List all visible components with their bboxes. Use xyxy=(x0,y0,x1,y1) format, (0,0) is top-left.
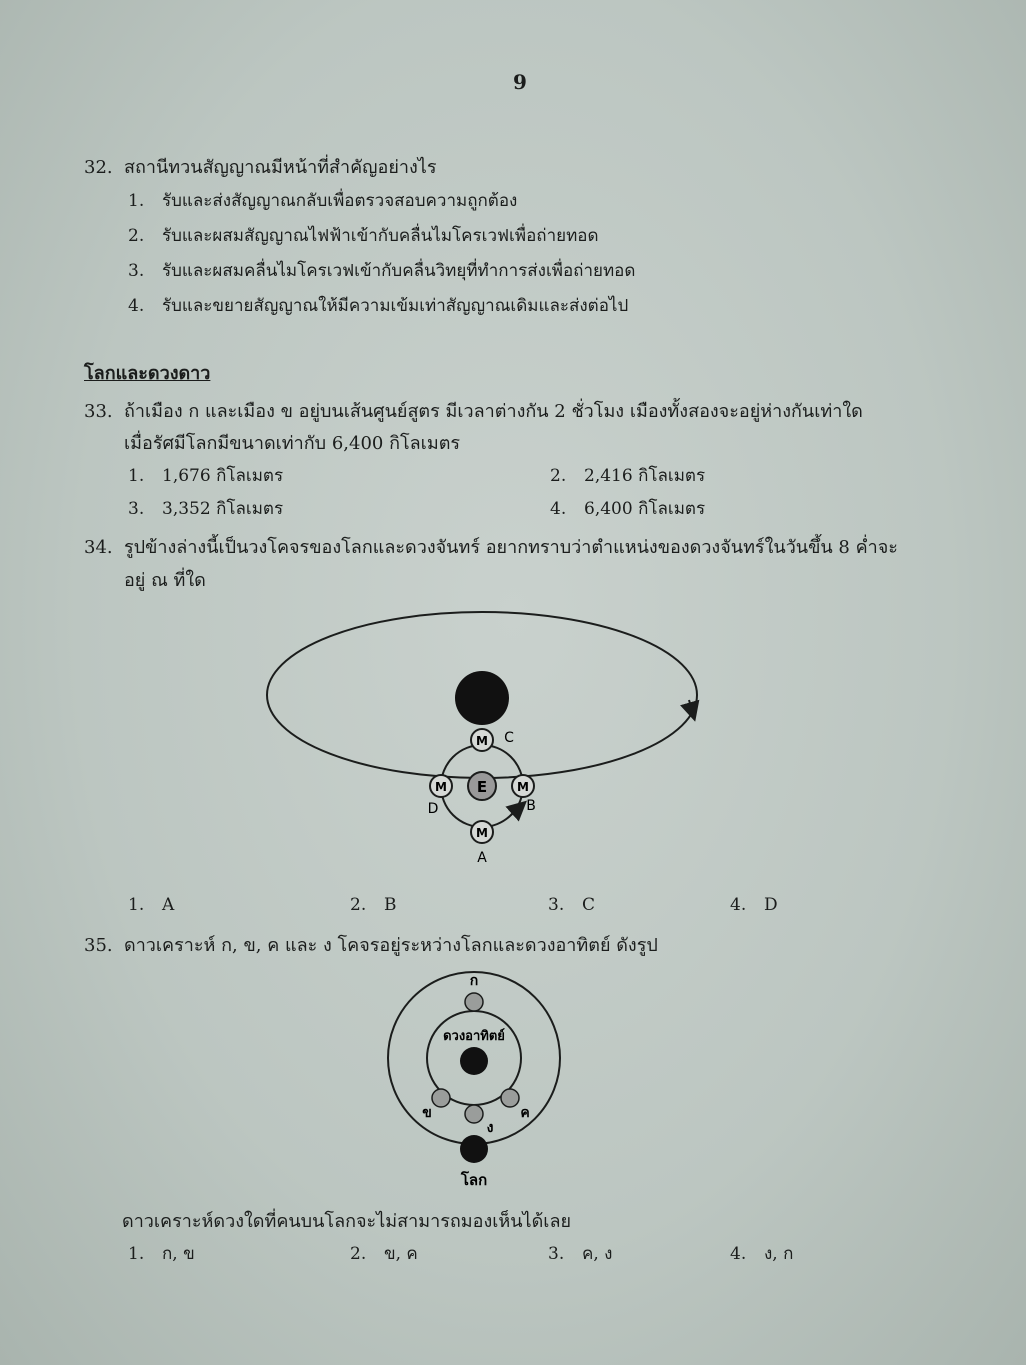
question-35-prompt: ดาวเคราะห์ดวงใดที่คนบนโลกจะไม่สามารถมองเห็นได้เลย xyxy=(122,1211,572,1232)
moon-label: M xyxy=(517,780,529,794)
planet-label-khor: ข xyxy=(422,1105,432,1121)
question-number: 33. xyxy=(84,401,113,422)
q35-option-1[interactable]: 1. ก, ข xyxy=(128,1244,195,1264)
earth-node xyxy=(468,772,496,800)
question-text: ดาวเคราะห์ ก, ข, ค และ ง โคจรอยู่ระหว่างโลกและดวงอาทิตย์ ดังรูป xyxy=(124,935,658,956)
question-text: สถานีทวนสัญญาณมีหน้าที่สำคัญอย่างไร xyxy=(124,157,437,178)
q33-option-2[interactable]: 2. 2,416 กิโลเมตร xyxy=(550,466,706,486)
moon-label: M xyxy=(476,826,488,840)
planet-label-ngor: ง xyxy=(486,1120,494,1136)
position-a-label: A xyxy=(477,850,487,866)
q32-option-3[interactable]: 3. รับและผสมคลื่นไมโครเวฟเข้ากับคลื่นวิทยุที่ทำการส่งเพื่อถ่ายทอด xyxy=(128,261,636,281)
question-number: 32. xyxy=(84,157,113,178)
q32-option-2[interactable]: 2. รับและผสมสัญญาณไฟฟ้าเข้ากับคลื่นไมโครเวฟเพื่อถ่ายทอด xyxy=(128,226,599,246)
q33-option-3[interactable]: 3. 3,352 กิโลเมตร xyxy=(128,499,284,519)
planet-orbit-diagram xyxy=(380,968,580,1193)
q32-option-1[interactable]: 1. รับและส่งสัญญาณกลับเพื่อตรวจสอบความถูกต้อง xyxy=(128,191,518,211)
earth-circle xyxy=(460,1135,488,1163)
section-heading: โลกและดวงดาว xyxy=(84,363,211,384)
question-34 xyxy=(84,532,898,561)
question-33-line2: เมื่อรัศมีโลกมีขนาดเท่ากับ 6,400 กิโลเมตร xyxy=(124,433,461,454)
position-b-label: B xyxy=(526,798,536,814)
q35-option-4[interactable]: 4. ง, ก xyxy=(730,1244,794,1264)
question-32 xyxy=(84,152,437,181)
earth-label: โลก xyxy=(460,1171,488,1189)
sun-label: ดวงอาทิตย์ xyxy=(443,1029,505,1044)
moon-orbit-diagram xyxy=(255,600,715,875)
planet-label-khor2: ค xyxy=(520,1105,530,1121)
planet-khor2 xyxy=(501,1089,519,1107)
q34-option-1[interactable]: 1. A xyxy=(128,895,175,915)
earth-label: E xyxy=(476,778,488,796)
sun-circle xyxy=(460,1047,488,1075)
position-d-label: D xyxy=(427,801,439,817)
planet-label-kor: ก xyxy=(469,973,479,989)
moon-c xyxy=(471,729,493,751)
planet-khor xyxy=(432,1089,450,1107)
position-c-label: C xyxy=(504,730,514,746)
question-33 xyxy=(84,396,863,425)
moon-label: M xyxy=(435,780,447,794)
page-number: 9 xyxy=(513,70,527,94)
moon-b xyxy=(512,775,534,797)
question-number: 35. xyxy=(84,935,113,956)
moon-a xyxy=(471,821,493,843)
orbit-direction-arrow xyxy=(689,700,693,714)
q35-option-2[interactable]: 2. ข, ค xyxy=(350,1244,418,1264)
q34-option-2[interactable]: 2. B xyxy=(350,895,397,915)
planet-kor xyxy=(465,993,483,1011)
q32-option-4[interactable]: 4. รับและขยายสัญญาณให้มีความเข้มเท่าสัญญาณเดิมและส่งต่อไป xyxy=(128,296,629,316)
question-text-line1: ถ้าเมือง ก และเมือง ข อยู่บนเส้นศูนย์สูตร มีเวลาต่างกัน 2 ชั่วโมง เมืองทั้งสองจะอยู่ห่างกันเท่าใด xyxy=(124,401,863,422)
sun-circle xyxy=(455,671,509,725)
question-number: 34. xyxy=(84,537,113,558)
moon-label: M xyxy=(476,734,488,748)
planet-ngor xyxy=(465,1105,483,1123)
moon-d xyxy=(430,775,452,797)
q34-option-4[interactable]: 4. D xyxy=(730,895,778,915)
question-35 xyxy=(84,930,658,959)
q33-option-1[interactable]: 1. 1,676 กิโลเมตร xyxy=(128,466,284,486)
q35-option-3[interactable]: 3. ค, ง xyxy=(548,1244,613,1264)
q34-option-3[interactable]: 3. C xyxy=(548,895,596,915)
question-text-line1: รูปข้างล่างนี้เป็นวงโคจรของโลกและดวงจันทร์ อยากทราบว่าตำแหน่งของดวงจันทร์ในวันขึ้น 8 ค่ำจะ xyxy=(124,537,898,558)
q33-option-4[interactable]: 4. 6,400 กิโลเมตร xyxy=(550,499,706,519)
question-34-line2: อยู่ ณ ที่ใด xyxy=(124,570,206,591)
